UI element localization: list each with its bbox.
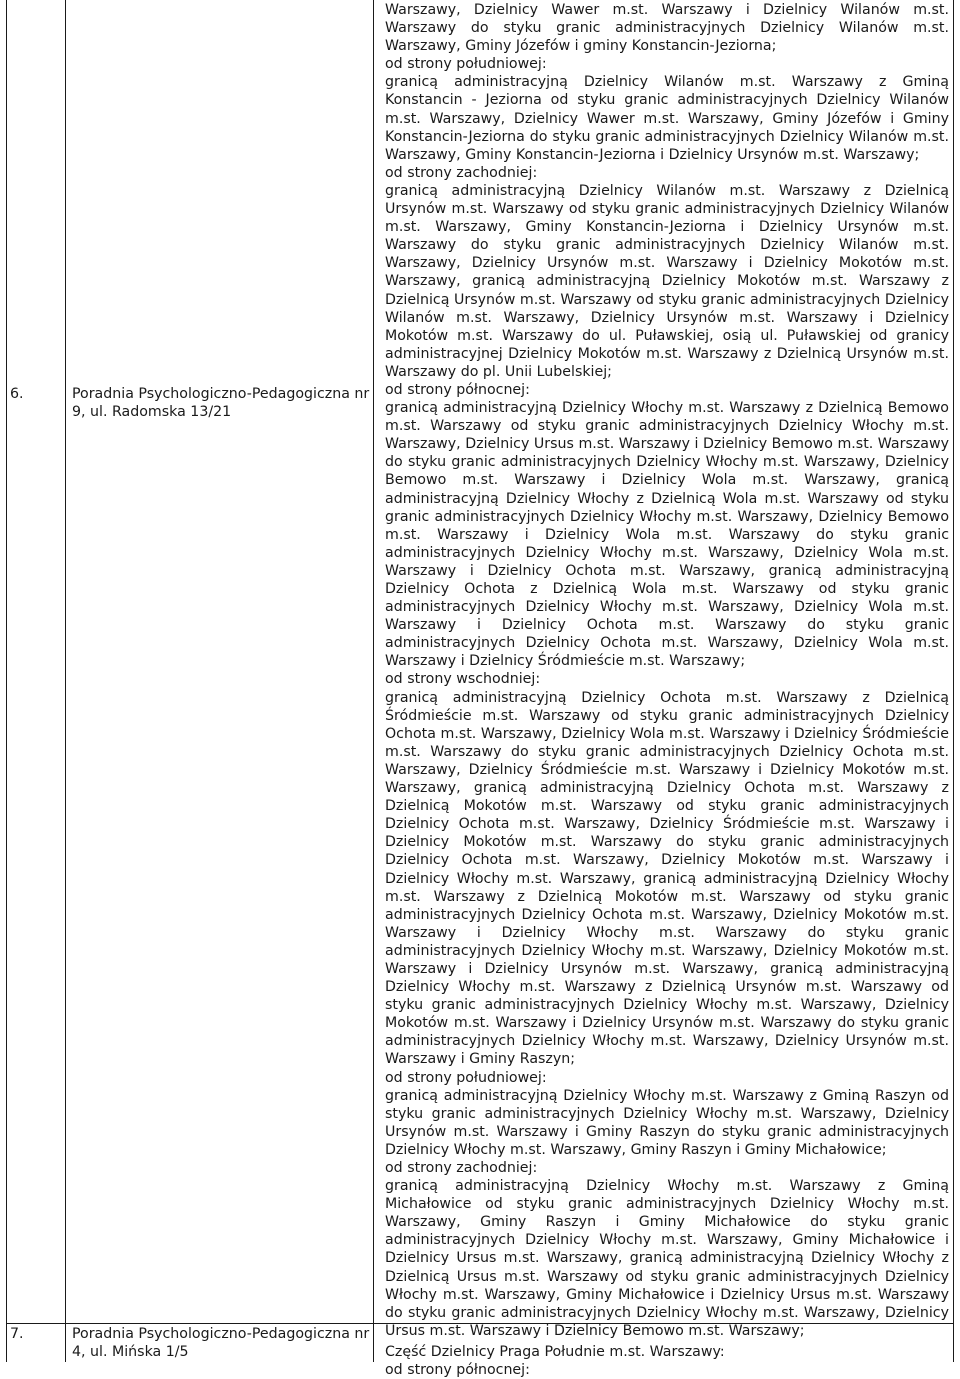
row-7-number: 7. xyxy=(10,1326,24,1342)
boundary-paragraph: granicą administracyjną Dzielnicy Wilanów m.st. Warszawy z Dzielnicą Ursynów m.st. Warszawy od styku granic administracyjnych Dzielnicy Wilanów m.st. Warszawy, Gminy Konstancin-Jeziorna i Dzielnicy Ursynów m.st. Warszawy do styku granic administracyjnych Dzielnicy Wilanów m.st. Warszawy, Dzielnicy Ursynów m.st. Warszawy i Dzielnicy Mokotów m.st. Warszawy, granicą administracyjną Dzielnicy Mokotów m.st. Warszawy z Dzielnicą Ursynów m.st. Warszawy od styku granic administracyjnych Dzielnicy Wilanów m.st. Warszawy, Dzielnicy Ursynów m.st. Warszawy i Dzielnicy Mokotów m.st. Warszawy do ul. Puławskiej, osią ul. Puławskiej od granicy administracyjnej Dzielnicy Mokotów m.st. Warszawy z Dzielnicą Ursynów m.st. Warszawy do pl. Unii Lubelskiej; xyxy=(385,182,949,380)
table-border-right xyxy=(953,0,954,1362)
table-border-col2 xyxy=(373,0,374,1362)
boundary-paragraph: granicą administracyjną Dzielnicy Włochy m.st. Warszawy z Dzielnicą Bemowo m.st. Warszawy od styku granic administracyjnych Dzielnicy Włochy m.st. Warszawy, Dzielnicy Ursus m.st. Warszawy i Dzielnicy Bemowo m.st. Warszawy do styku granic administracyjnych Dzielnicy Włochy m.st. Warszawy, Dzielnicy Bemowo m.st. Warszawy i Dzielnicy Wola m.st. Warszawy, granicą administracyjną Dzielnicy Włochy z Dzielnicą Wola m.st. Warszawy od styku granic administracyjnych Dzielnicy Włochy m.st. Warszawy, Dzielnicy Bemowo m.st. Warszawy i Dzielnicy Wola m.st. Warszawy do styku granic administracyjnych Dzielnicy Włochy m.st. Warszawy, Dzielnicy Wola m.st. Warszawy i Dzielnicy Ochota m.st. Warszawy, granicą administracyjną Dzielnicy Ochota z Dzielnicą Wola m.st. Warszawy od styku granic administracyjnych Dzielnicy Włochy m.st. Warszawy, Dzielnicy Wola m.st. Warszawy i Dzielnicy Ochota m.st. Warszawy do styku granic administracyjnych Dzielnicy Ochota m.st. Warszawy, Dzielnicy Wola m.st. Warszawy i Dzielnicy Śródmieście m.st. Warszawy; xyxy=(385,400,949,670)
table-border-col1 xyxy=(65,0,66,1362)
boundary-heading-west: od strony zachodniej: xyxy=(385,1160,538,1176)
document-page xyxy=(6,0,954,1379)
boundary-section-title: Część Dzielnicy Praga Południe m.st. Warszawy: xyxy=(385,1343,725,1360)
boundary-paragraph: granicą administracyjną Dzielnicy Włochy m.st. Warszawy z Gminą Raszyn od styku granic administracyjnych Dzielnicy Włochy m.st. Warszawy, Dzielnicy Ursynów m.st. Warszawy i Gminy Raszyn do styku granic administracyjnych Dzielnicy Włochy m.st. Warszawy, Gminy Raszyn i Gminy Michałowice; xyxy=(385,1087,949,1158)
boundary-paragraph: granicą administracyjną Dzielnicy Wilanów m.st. Warszawy z Gminą Konstancin - Jeziorna od styku granic administracyjnych Dzielnicy Wilanów m.st. Warszawy, Dzielnicy Wawer m.st. Warszawy, Gminy Józefów i Gminy Konstancin-Jeziorna do styku granic administracyjnych Dzielnicy Wilanów m.st. Warszawy, Gminy Konstancin-Jeziorna i Dzielnicy Ursynów m.st. Warszawy; xyxy=(385,74,949,163)
boundary-heading-north: od strony północnej: xyxy=(385,381,530,398)
row-7-institution: Poradnia Psychologiczno-Pedagogiczna nr 4, ul. Mińska 1/5 xyxy=(72,1326,370,1361)
boundary-heading-south: od strony południowej: xyxy=(385,56,547,73)
table-border-left xyxy=(6,0,7,1362)
boundary-heading-west: od strony zachodniej: xyxy=(385,164,538,181)
row-6-number: 6. xyxy=(10,386,24,402)
boundary-heading-east: od strony wschodniej: xyxy=(385,671,541,688)
boundary-heading-south: od strony południowej: xyxy=(385,1069,547,1086)
boundary-paragraph: granicą administracyjną Dzielnicy Włochy m.st. Warszawy z Gminą Michałowice od styku granic administracyjnych Dzielnicy Włochy m.st. Warszawy, Gminy Raszyn i Gminy Michałowice do styku granic administracyjnych Dzielnicy Włochy m.st. Warszawy, Gminy Michałowice i Dzielnicy Ursus m.st. Warszawy, granicą administracyjną Dzielnicy Włochy z Dzielnicą Ursus m.st. Warszawy od styku granic administracyjnych Dzielnicy Włochy m.st. Warszawy, Gminy Michałowice i Dzielnicy Ursus m.st. Warszawy do styku granic administracyjnych Dzielnicy Włochy m.st. Warszawy, Dzielnicy Ursus m.st. Warszawy i Dzielnicy Bemowo m.st. Warszawy; xyxy=(385,1178,949,1339)
row-6-institution: Poradnia Psychologiczno-Pedagogiczna nr 9, ul. Radomska 13/21 xyxy=(72,386,370,421)
boundary-heading-north: od strony północnej: xyxy=(385,1362,530,1379)
boundary-paragraph: Warszawy, Dzielnicy Wawer m.st. Warszawy i Dzielnicy Wilanów m.st. Warszawy do styku granic administracyjnych Dzielnicy Wilanów m.st. Warszawy, Gminy Józefów i gminy Konstancin-Jeziorna; xyxy=(385,2,949,55)
boundary-description xyxy=(385,1,949,1379)
boundary-paragraph: granicą administracyjną Dzielnicy Ochota m.st. Warszawy z Dzielnicą Śródmieście m.st. Warszawy od styku granic administracyjnych Dzielnicy Ochota m.st. Warszawy, Dzielnicy Wola m.st. Warszawy i Dzielnicy Śródmieście m.st. Warszawy do styku granic administracyjnych Dzielnicy Ochota m.st. Warszawy, Dzielnicy Śródmieście m.st. Warszawy i Dzielnicy Mokotów m.st. Warszawy, granicą administracyjną Dzielnicy Ochota m.st. Warszawy z Dzielnicą Mokotów m.st. Warszawy od styku granic administracyjnych Dzielnicy Ochota m.st. Warszawy, Dzielnicy Śródmieście m.st. Warszawy i Dzielnicy Mokotów m.st. Warszawy do styku granic administracyjnych Dzielnicy Ochota m.st. Warszawy, Dzielnicy Mokotów m.st. Warszawy i Dzielnicy Włochy m.st. Warszawy, granicą administracyjną Dzielnicy Włochy m.st. Warszawy z Dzielnicą Mokotów m.st. Warszawy od styku granic administracyjnych Dzielnicy Ochota m.st. Warszawy, Dzielnicy Mokotów m.st. Warszawy i Dzielnicy Włochy m.st. Warszawy do styku granic administracyjnych Dzielnicy Włochy m.st. Warszawy, Dzielnicy Mokotów m.st. Warszawy i Dzielnicy Ursynów m.st. Warszawy, granicą administracyjną Dzielnicy Włochy m.st. Warszawy z Dzielnicą Ursynów m.st. Warszawy od styku granic administracyjnych Dzielnicy Włochy m.st. Warszawy, Dzielnicy Mokotów m.st. Warszawy i Dzielnicy Ursynów m.st. Warszawy do styku granic administracyjnych Dzielnicy Włochy m.st. Warszawy, Dzielnicy Ursynów m.st. Warszawy i Gminy Raszyn; xyxy=(385,689,949,1068)
